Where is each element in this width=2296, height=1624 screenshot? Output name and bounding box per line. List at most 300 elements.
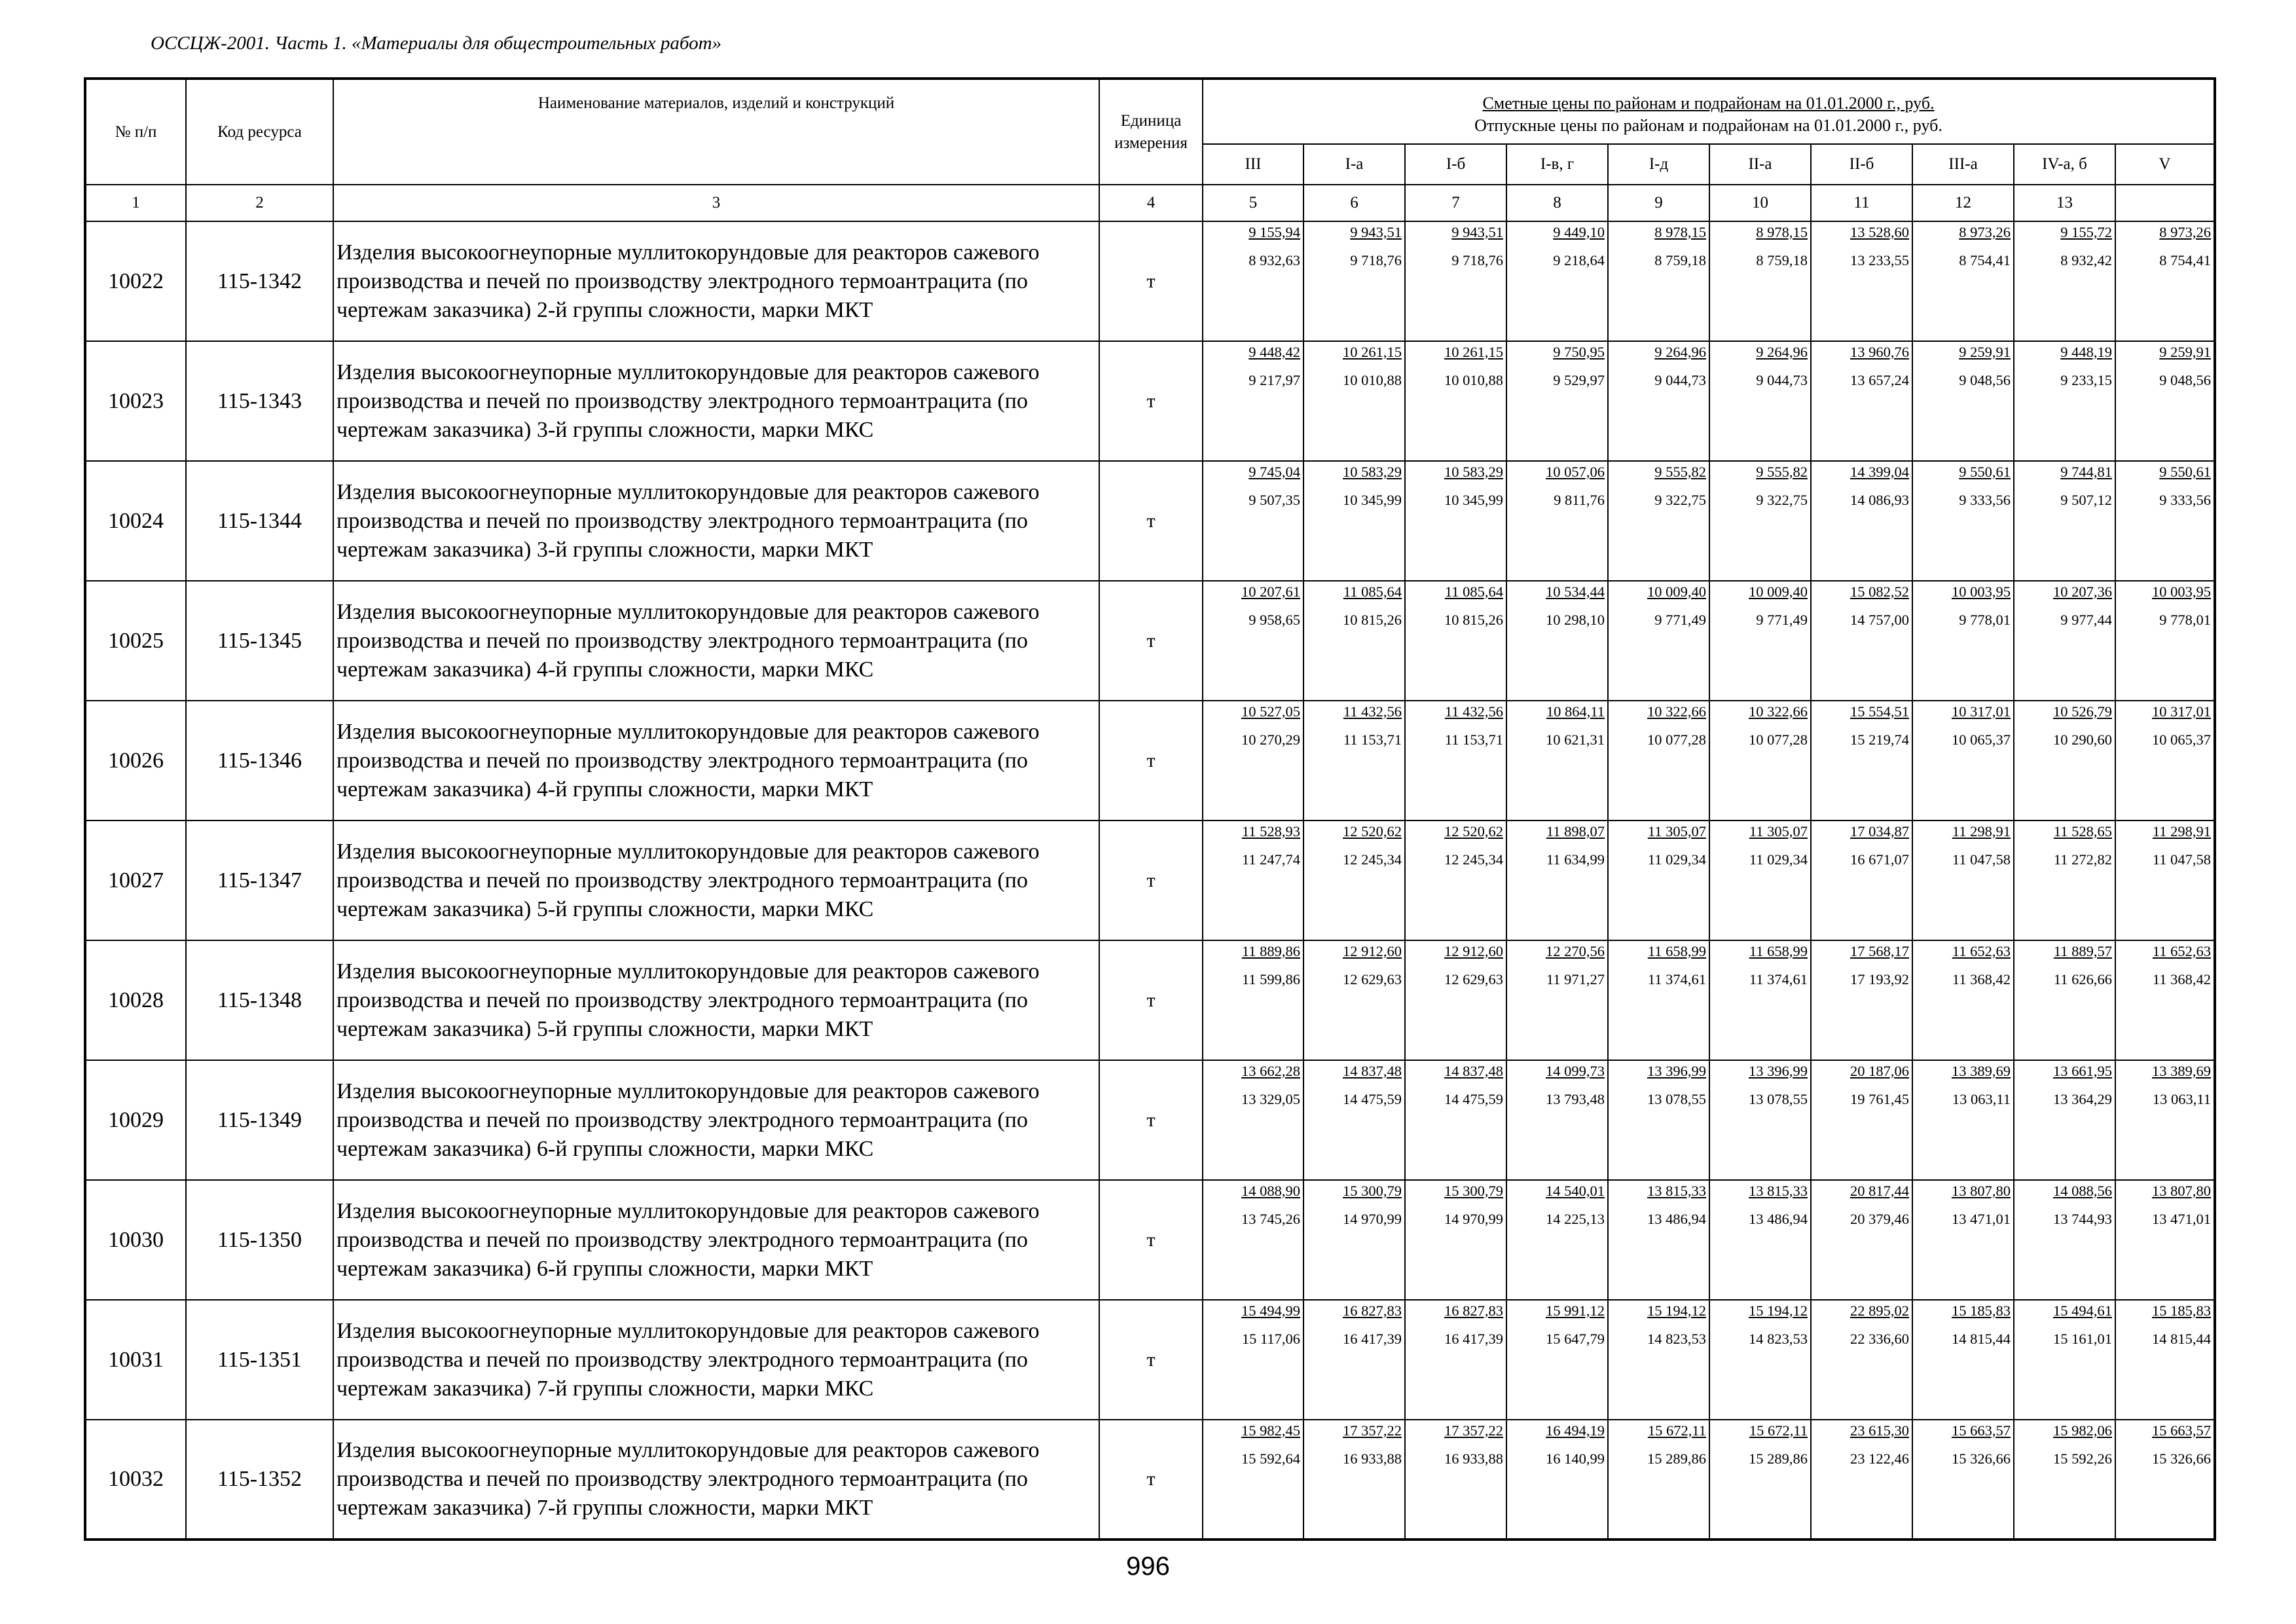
price-cell [1506, 940, 1608, 1060]
price-cell [1303, 821, 1405, 940]
estimated-price: 10 261,15 [1343, 344, 1402, 360]
estimated-price: 9 155,72 [2060, 224, 2112, 240]
release-price: 11 153,71 [1343, 731, 1402, 748]
price-cell [1811, 701, 1912, 821]
release-price: 15 289,86 [1647, 1450, 1706, 1467]
release-price: 10 077,28 [1749, 731, 1808, 748]
region-header: I-б [1405, 144, 1506, 185]
price-cell [1709, 1060, 1811, 1180]
material-name: Изделия высокоогнеупорные муллитокорундовые для реакторов сажевого производства и печей по производству электродного термоантрацита (по чертежам заказчика) 6-й группы сложности, марки МКТ [333, 1180, 1099, 1300]
price-cell [1203, 701, 1303, 821]
estimated-price: 13 960,76 [1850, 344, 1909, 360]
estimated-price: 17 034,87 [1850, 823, 1909, 840]
index-row [85, 185, 2215, 221]
estimated-price: 9 259,91 [1959, 344, 2011, 360]
estimated-price: 10 322,66 [1647, 703, 1706, 720]
release-price: 9 507,35 [1248, 492, 1300, 508]
estimated-price: 22 895,02 [1850, 1302, 1909, 1319]
price-cell [1506, 581, 1608, 701]
price-cell [1405, 461, 1506, 581]
unit-of-measure: т [1099, 1420, 1203, 1540]
price-cell [1506, 461, 1608, 581]
release-price: 13 364,29 [2053, 1091, 2112, 1107]
estimated-price: 13 815,33 [1749, 1183, 1808, 1199]
estimated-price: 15 982,06 [2053, 1422, 2112, 1439]
column-index: 3 [333, 185, 1099, 221]
row-number: 10024 [85, 461, 186, 581]
release-price: 11 626,66 [2053, 971, 2112, 987]
release-price: 16 671,07 [1850, 851, 1909, 868]
estimated-price: 15 185,83 [1952, 1302, 2011, 1319]
estimated-price: 20 187,06 [1850, 1063, 1909, 1079]
estimated-price: 9 555,82 [1654, 464, 1706, 480]
estimated-price: 15 194,12 [1749, 1302, 1808, 1319]
estimated-price: 14 837,48 [1343, 1063, 1402, 1079]
price-cell [1405, 1420, 1506, 1540]
release-price: 15 289,86 [1749, 1450, 1808, 1467]
price-cell [1203, 821, 1303, 940]
price-cell [1811, 221, 1912, 341]
estimated-price: 13 389,69 [2152, 1063, 2212, 1079]
estimated-price: 15 672,11 [1647, 1422, 1706, 1439]
price-cell [2115, 821, 2215, 940]
estimated-price: 11 305,07 [1749, 823, 1808, 840]
release-price: 10 077,28 [1647, 731, 1706, 748]
release-price: 9 529,97 [1553, 372, 1605, 388]
price-cell [1405, 821, 1506, 940]
release-price: 11 634,99 [1546, 851, 1605, 868]
price-cell [1912, 701, 2014, 821]
unit-of-measure: т [1099, 461, 1203, 581]
release-price: 11 047,58 [1952, 851, 2011, 868]
estimated-price: 10 322,66 [1749, 703, 1808, 720]
region-header: I-в, г [1506, 144, 1608, 185]
release-price: 10 298,10 [1546, 612, 1605, 628]
header-regions [1203, 79, 2215, 144]
header-unit: Единица измерения [1099, 79, 1203, 185]
price-cell [1912, 821, 2014, 940]
region-header: I-а [1303, 144, 1405, 185]
row-number: 10031 [85, 1300, 186, 1420]
estimated-price: 14 399,04 [1850, 464, 1909, 480]
material-name: Изделия высокоогнеупорные муллитокорундовые для реакторов сажевого производства и печей по производству электродного термоантрацита (по чертежам заказчика) 2-й группы сложности, марки МКТ [333, 221, 1099, 341]
release-price: 16 417,39 [1444, 1331, 1503, 1347]
region-header: II-а [1709, 144, 1811, 185]
release-price: 14 970,99 [1444, 1211, 1503, 1227]
column-index: 1 [85, 185, 186, 221]
price-cell [1608, 581, 1709, 701]
estimated-price: 9 449,10 [1553, 224, 1605, 240]
price-cell [1303, 1060, 1405, 1180]
price-cell [2014, 1060, 2115, 1180]
resource-code: 115-1342 [186, 221, 333, 341]
release-price: 10 345,99 [1343, 492, 1402, 508]
price-cell [1405, 221, 1506, 341]
release-price: 9 977,44 [2060, 612, 2112, 628]
price-cell [1709, 1300, 1811, 1420]
estimated-price: 13 662,28 [1241, 1063, 1300, 1079]
release-price: 22 336,60 [1850, 1331, 1909, 1347]
estimated-price: 9 745,04 [1248, 464, 1300, 480]
release-price: 12 245,34 [1343, 851, 1402, 868]
estimated-price: 11 085,64 [1444, 583, 1503, 600]
release-price: 11 368,42 [1952, 971, 2011, 987]
release-price: 11 971,27 [1546, 971, 1605, 987]
estimated-price: 10 003,95 [2152, 583, 2212, 600]
estimated-price: 8 973,26 [2159, 224, 2212, 240]
release-price: 13 744,93 [2053, 1211, 2112, 1227]
price-cell [1506, 1180, 1608, 1300]
release-price: 14 086,93 [1850, 492, 1909, 508]
price-cell [1912, 461, 2014, 581]
price-cell [1203, 940, 1303, 1060]
column-index: 5 [1203, 185, 1303, 221]
release-price: 15 592,26 [2053, 1450, 2112, 1467]
price-cell [1608, 461, 1709, 581]
price-cell [1303, 940, 1405, 1060]
unit-of-measure: т [1099, 341, 1203, 461]
table-row [85, 581, 2215, 701]
release-price: 10 290,60 [2053, 731, 2112, 748]
release-price: 9 217,97 [1248, 372, 1300, 388]
estimated-price: 10 864,11 [1546, 703, 1605, 720]
price-table [84, 77, 2216, 1541]
column-index: 8 [1506, 185, 1608, 221]
material-name: Изделия высокоогнеупорные муллитокорундовые для реакторов сажевого производства и печей по производству электродного термоантрацита (по чертежам заказчика) 7-й группы сложности, марки МКС [333, 1300, 1099, 1420]
table-row [85, 341, 2215, 461]
price-cell [2115, 940, 2215, 1060]
release-price: 10 621,31 [1546, 731, 1605, 748]
price-cell [1203, 341, 1303, 461]
price-cell [1811, 1180, 1912, 1300]
price-cell [2115, 1420, 2215, 1540]
price-cell [1203, 1060, 1303, 1180]
price-cell [1203, 1300, 1303, 1420]
price-cell [1709, 581, 1811, 701]
release-price: 9 333,56 [1959, 492, 2011, 508]
table-row [85, 940, 2215, 1060]
column-index: 10 [1709, 185, 1811, 221]
price-cell [1303, 701, 1405, 821]
row-number: 10022 [85, 221, 186, 341]
release-price: 10 010,88 [1343, 372, 1402, 388]
release-price: 14 757,00 [1850, 612, 1909, 628]
price-cell [1608, 341, 1709, 461]
price-cell [1405, 1300, 1506, 1420]
release-price: 12 245,34 [1444, 851, 1503, 868]
release-price: 13 063,11 [1952, 1091, 2011, 1107]
estimated-price: 15 185,83 [2152, 1302, 2212, 1319]
release-price: 14 225,13 [1546, 1211, 1605, 1227]
estimated-price: 10 261,15 [1444, 344, 1503, 360]
document-header: ОССЦЖ-2001. Часть 1. «Материалы для общестроительных работ» [151, 33, 722, 54]
price-cell [1811, 581, 1912, 701]
price-cell [1608, 1300, 1709, 1420]
release-price: 8 932,63 [1248, 252, 1300, 268]
unit-of-measure: т [1099, 1300, 1203, 1420]
release-price: 13 793,48 [1546, 1091, 1605, 1107]
release-price: 15 161,01 [2053, 1331, 2112, 1347]
price-cell [1709, 341, 1811, 461]
price-cell [1506, 1300, 1608, 1420]
row-number: 10030 [85, 1180, 186, 1300]
resource-code: 115-1352 [186, 1420, 333, 1540]
estimated-price: 9 448,19 [2060, 344, 2112, 360]
price-cell [1709, 221, 1811, 341]
price-cell [1303, 1420, 1405, 1540]
estimated-price: 15 663,57 [1952, 1422, 2011, 1439]
release-price: 13 471,01 [1952, 1211, 2011, 1227]
estimated-price: 13 396,99 [1647, 1063, 1706, 1079]
estimated-price: 11 658,99 [1749, 943, 1808, 959]
estimated-price: 14 088,90 [1241, 1183, 1300, 1199]
row-number: 10027 [85, 821, 186, 940]
price-cell [1811, 1060, 1912, 1180]
price-cell [2014, 221, 2115, 341]
region-header: II-б [1811, 144, 1912, 185]
resource-code: 115-1347 [186, 821, 333, 940]
estimated-price: 14 099,73 [1546, 1063, 1605, 1079]
header-name: Наименование материалов, изделий и конструкций [333, 79, 1099, 185]
price-cell [1811, 341, 1912, 461]
release-price: 9 507,12 [2060, 492, 2112, 508]
price-cell [1811, 1300, 1912, 1420]
price-cell [1405, 341, 1506, 461]
estimated-price: 9 550,61 [1959, 464, 2011, 480]
price-cell [1811, 1420, 1912, 1540]
estimated-price: 11 298,91 [2152, 823, 2212, 840]
release-price: 14 823,53 [1749, 1331, 1808, 1347]
resource-code: 115-1349 [186, 1060, 333, 1180]
price-cell [2115, 581, 2215, 701]
estimated-price: 15 663,57 [2152, 1422, 2212, 1439]
region-header: III-а [1912, 144, 2014, 185]
estimated-price: 20 817,44 [1850, 1183, 1909, 1199]
estimated-price: 9 943,51 [1350, 224, 1402, 240]
estimated-price: 15 494,99 [1241, 1302, 1300, 1319]
price-cell [1506, 1420, 1608, 1540]
estimated-price: 10 534,44 [1546, 583, 1605, 600]
price-cell [1203, 581, 1303, 701]
release-price: 15 117,06 [1241, 1331, 1300, 1347]
material-name: Изделия высокоогнеупорные муллитокорундовые для реакторов сажевого производства и печей по производству электродного термоантрацита (по чертежам заказчика) 4-й группы сложности, марки МКТ [333, 701, 1099, 821]
release-price: 12 629,63 [1343, 971, 1402, 987]
price-cell [1912, 1180, 2014, 1300]
release-price: 8 759,18 [1654, 252, 1706, 268]
price-cell [2115, 1300, 2215, 1420]
estimated-price: 14 088,56 [2053, 1183, 2112, 1199]
material-name: Изделия высокоогнеупорные муллитокорундовые для реакторов сажевого производства и печей по производству электродного термоантрацита (по чертежам заказчика) 4-й группы сложности, марки МКС [333, 581, 1099, 701]
material-name: Изделия высокоогнеупорные муллитокорундовые для реакторов сажевого производства и печей по производству электродного термоантрацита (по чертежам заказчика) 3-й группы сложности, марки МКС [333, 341, 1099, 461]
estimated-price: 11 898,07 [1546, 823, 1605, 840]
release-price: 9 778,01 [2159, 612, 2212, 628]
estimated-price: 10 317,01 [1952, 703, 2011, 720]
column-index: 2 [186, 185, 333, 221]
price-cell [2014, 940, 2115, 1060]
estimated-price: 9 264,96 [1654, 344, 1706, 360]
estimated-price: 13 815,33 [1647, 1183, 1706, 1199]
release-price: 14 815,44 [2152, 1331, 2212, 1347]
price-cell [1811, 461, 1912, 581]
table-row [85, 1420, 2215, 1540]
estimated-price: 12 520,62 [1343, 823, 1402, 840]
release-price: 13 486,94 [1647, 1211, 1706, 1227]
release-price: 15 326,66 [2152, 1450, 2212, 1467]
estimated-price: 10 057,06 [1546, 464, 1605, 480]
price-cell [1303, 461, 1405, 581]
estimated-price: 17 568,17 [1850, 943, 1909, 959]
release-price: 11 029,34 [1647, 851, 1706, 868]
price-cell [2014, 461, 2115, 581]
row-number: 10023 [85, 341, 186, 461]
release-price: 14 475,59 [1343, 1091, 1402, 1107]
release-price: 10 815,26 [1343, 612, 1402, 628]
row-number: 10026 [85, 701, 186, 821]
estimated-price: 15 991,12 [1546, 1302, 1605, 1319]
price-cell [1912, 940, 2014, 1060]
estimated-price: 17 357,22 [1343, 1422, 1402, 1439]
price-cell [1709, 1420, 1811, 1540]
resource-code: 115-1350 [186, 1180, 333, 1300]
estimated-price: 17 357,22 [1444, 1422, 1503, 1439]
release-price: 9 044,73 [1654, 372, 1706, 388]
estimated-price: 8 978,15 [1756, 224, 1808, 240]
release-price: 15 592,64 [1241, 1450, 1300, 1467]
estimated-price: 15 982,45 [1241, 1422, 1300, 1439]
table-row [85, 821, 2215, 940]
price-cell [2115, 1180, 2215, 1300]
release-price: 10 345,99 [1444, 492, 1503, 508]
material-name: Изделия высокоогнеупорные муллитокорундовые для реакторов сажевого производства и печей по производству электродного термоантрацита (по чертежам заказчика) 5-й группы сложности, марки МКТ [333, 940, 1099, 1060]
estimated-price: 11 889,86 [1241, 943, 1300, 959]
price-cell [2115, 461, 2215, 581]
estimated-price: 15 300,79 [1444, 1183, 1503, 1199]
price-cell [1506, 1060, 1608, 1180]
release-price: 9 322,75 [1756, 492, 1808, 508]
release-price: 11 047,58 [2152, 851, 2212, 868]
release-price: 13 657,24 [1850, 372, 1909, 388]
estimated-price: 10 317,01 [2152, 703, 2212, 720]
price-cell [1912, 1300, 2014, 1420]
price-cell [2115, 1060, 2215, 1180]
release-price: 14 970,99 [1343, 1211, 1402, 1227]
release-price: 8 754,41 [1959, 252, 2011, 268]
price-cell [2014, 701, 2115, 821]
price-cell [1608, 821, 1709, 940]
release-price: 16 933,88 [1444, 1450, 1503, 1467]
column-index: 9 [1608, 185, 1709, 221]
price-cell [2014, 341, 2115, 461]
release-price: 13 063,11 [2152, 1091, 2212, 1107]
table-body [85, 221, 2215, 1540]
estimated-price: 10 583,29 [1444, 464, 1503, 480]
price-cell [1608, 1060, 1709, 1180]
region-header: I-д [1608, 144, 1709, 185]
release-price: 14 475,59 [1444, 1091, 1503, 1107]
price-cell [1303, 581, 1405, 701]
estimated-price: 10 207,36 [2053, 583, 2112, 600]
release-price: 10 065,37 [1952, 731, 2011, 748]
row-number: 10029 [85, 1060, 186, 1180]
estimated-price: 9 259,91 [2159, 344, 2212, 360]
estimated-price: 8 973,26 [1959, 224, 2011, 240]
release-price: 10 010,88 [1444, 372, 1503, 388]
release-price: 11 272,82 [2053, 851, 2112, 868]
release-price: 9 044,73 [1756, 372, 1808, 388]
price-cell [1506, 701, 1608, 821]
resource-code: 115-1346 [186, 701, 333, 821]
price-cell [2115, 341, 2215, 461]
resource-code: 115-1343 [186, 341, 333, 461]
column-index: 7 [1405, 185, 1506, 221]
release-price: 10 815,26 [1444, 612, 1503, 628]
unit-of-measure: т [1099, 221, 1203, 341]
estimated-price: 11 889,57 [2053, 943, 2112, 959]
price-cell [1811, 821, 1912, 940]
header-code: Код ресурса [186, 79, 333, 185]
release-price: 9 322,75 [1654, 492, 1706, 508]
release-price: 11 368,42 [2152, 971, 2212, 987]
column-index: 12 [1912, 185, 2014, 221]
header-regions-rel: Отпускные цены по районам и подрайонам на 01.01.2000 г., руб. [1474, 115, 1942, 135]
estimated-price: 16 827,83 [1444, 1302, 1503, 1319]
release-price: 9 333,56 [2159, 492, 2212, 508]
unit-of-measure: т [1099, 1060, 1203, 1180]
release-price: 8 754,41 [2159, 252, 2212, 268]
price-cell [1506, 341, 1608, 461]
price-cell [1303, 1300, 1405, 1420]
unit-of-measure: т [1099, 1180, 1203, 1300]
price-cell [1709, 461, 1811, 581]
release-price: 23 122,46 [1850, 1450, 1909, 1467]
row-number: 10028 [85, 940, 186, 1060]
release-price: 11 247,74 [1241, 851, 1300, 868]
estimated-price: 13 396,99 [1749, 1063, 1808, 1079]
price-cell [1405, 701, 1506, 821]
release-price: 8 932,42 [2060, 252, 2112, 268]
column-index: 4 [1099, 185, 1203, 221]
material-name: Изделия высокоогнеупорные муллитокорундовые для реакторов сажевого производства и печей по производству электродного термоантрацита (по чертежам заказчика) 5-й группы сложности, марки МКС [333, 821, 1099, 940]
estimated-price: 11 528,93 [1241, 823, 1300, 840]
price-cell [1506, 221, 1608, 341]
estimated-price: 12 912,60 [1343, 943, 1402, 959]
material-name: Изделия высокоогнеупорные муллитокорундовые для реакторов сажевого производства и печей по производству электродного термоантрацита (по чертежам заказчика) 7-й группы сложности, марки МКТ [333, 1420, 1099, 1540]
release-price: 11 599,86 [1241, 971, 1300, 987]
header-num: № п/п [85, 79, 186, 185]
price-cell [1912, 341, 2014, 461]
price-cell [2014, 1420, 2115, 1540]
estimated-price: 11 298,91 [1952, 823, 2011, 840]
region-header: IV-а, б [2014, 144, 2115, 185]
release-price: 9 048,56 [2159, 372, 2212, 388]
estimated-price: 10 003,95 [1952, 583, 2011, 600]
price-cell [1811, 940, 1912, 1060]
region-header: V [2115, 144, 2215, 185]
price-cell [1608, 1180, 1709, 1300]
unit-of-measure: т [1099, 821, 1203, 940]
estimated-price: 9 555,82 [1756, 464, 1808, 480]
release-price: 13 078,55 [1749, 1091, 1808, 1107]
release-price: 9 958,65 [1248, 612, 1300, 628]
region-header: III [1203, 144, 1303, 185]
release-price: 9 771,49 [1756, 612, 1808, 628]
estimated-price: 13 807,80 [2152, 1183, 2212, 1199]
material-name: Изделия высокоогнеупорные муллитокорундовые для реакторов сажевого производства и печей по производству электродного термоантрацита (по чертежам заказчика) 3-й группы сложности, марки МКТ [333, 461, 1099, 581]
price-cell [1506, 821, 1608, 940]
release-price: 13 078,55 [1647, 1091, 1706, 1107]
release-price: 11 153,71 [1444, 731, 1503, 748]
estimated-price: 10 526,79 [2053, 703, 2112, 720]
